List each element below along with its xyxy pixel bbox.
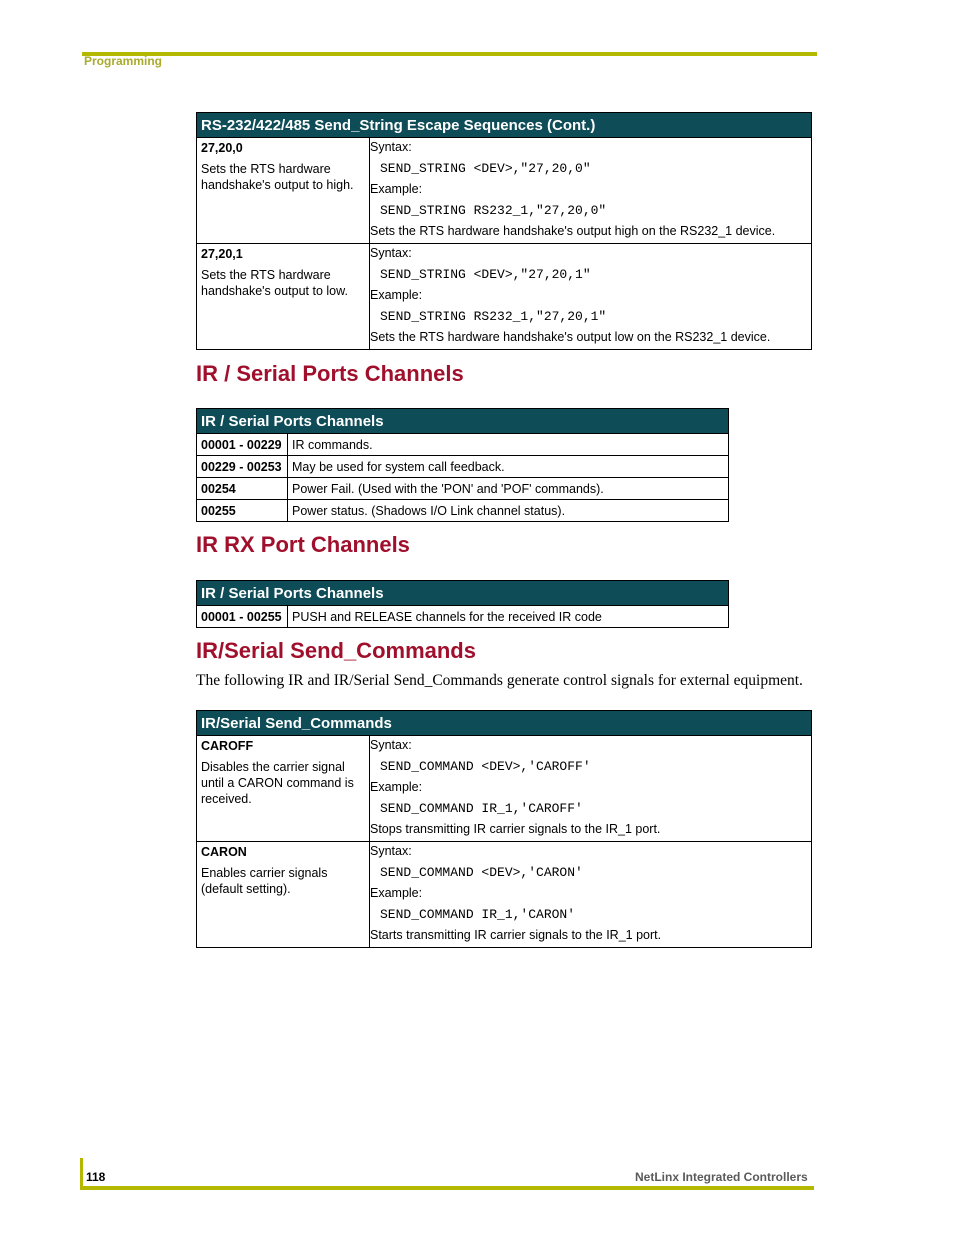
channel-description: Power Fail. (Used with the 'PON' and 'POF' commands). bbox=[288, 478, 729, 500]
channel-description: IR commands. bbox=[288, 434, 729, 456]
command-name: 27,20,0 bbox=[201, 141, 243, 155]
send-commands-table bbox=[196, 710, 812, 948]
command-name: CAROFF bbox=[201, 739, 254, 753]
table-title: IR / Serial Ports Channels bbox=[197, 581, 729, 606]
table-row bbox=[197, 478, 729, 500]
channel-description: May be used for system call feedback. bbox=[288, 456, 729, 478]
example-label: Example: bbox=[370, 886, 423, 900]
table-row bbox=[197, 244, 812, 350]
syntax-code: SEND_STRING <DEV>,"27,20,1" bbox=[380, 267, 591, 282]
syntax-code: SEND_STRING <DEV>,"27,20,0" bbox=[380, 161, 591, 176]
command-name: CARON bbox=[201, 845, 247, 859]
table-row bbox=[197, 736, 812, 842]
section-heading-send-commands: IR/Serial Send_Commands bbox=[196, 638, 476, 663]
footer-rule bbox=[82, 1186, 814, 1190]
syntax-label: Syntax: bbox=[370, 844, 412, 858]
footer-title: NetLinx Integrated Controllers bbox=[635, 1170, 808, 1184]
example-label: Example: bbox=[370, 288, 423, 302]
command-description: Enables carrier signals (default setting). bbox=[201, 866, 328, 896]
example-note: Starts transmitting IR carrier signals to the IR_1 port. bbox=[370, 928, 662, 942]
channel-range: 00254 bbox=[197, 478, 288, 500]
ir-rx-port-table bbox=[196, 580, 729, 628]
table-row bbox=[197, 606, 729, 628]
example-code: SEND_COMMAND IR_1,'CAROFF' bbox=[380, 801, 583, 816]
syntax-code: SEND_COMMAND <DEV>,'CAROFF' bbox=[380, 759, 591, 774]
example-code: SEND_STRING RS232_1,"27,20,0" bbox=[380, 203, 607, 218]
table-row bbox=[197, 434, 729, 456]
example-note: Sets the RTS hardware handshake's output high on the RS232_1 device. bbox=[370, 224, 776, 238]
syntax-code: SEND_COMMAND <DEV>,'CARON' bbox=[380, 865, 583, 880]
table-title: IR/Serial Send_Commands bbox=[197, 711, 812, 736]
syntax-label: Syntax: bbox=[370, 738, 412, 752]
example-label: Example: bbox=[370, 780, 423, 794]
example-code: SEND_COMMAND IR_1,'CARON' bbox=[380, 907, 576, 922]
table-row bbox=[197, 138, 812, 244]
channel-range: 00001 - 00229 bbox=[197, 434, 288, 456]
table-row bbox=[197, 842, 812, 948]
command-description: Disables the carrier signal until a CARON command is received. bbox=[201, 760, 354, 806]
command-description: Sets the RTS hardware handshake's output to high. bbox=[201, 162, 354, 192]
table-row bbox=[197, 456, 729, 478]
table-title: RS-232/422/485 Send_String Escape Sequences (Cont.) bbox=[197, 113, 812, 138]
command-name: 27,20,1 bbox=[201, 247, 243, 261]
running-header: Programming bbox=[84, 54, 163, 68]
channel-range: 00255 bbox=[197, 500, 288, 522]
intro-paragraph: The following IR and IR/Serial Send_Commands generate control signals for external equipment. bbox=[196, 672, 803, 689]
syntax-label: Syntax: bbox=[370, 140, 412, 154]
ir-serial-ports-table bbox=[196, 408, 729, 522]
channel-description: Power status. (Shadows I/O Link channel status). bbox=[288, 500, 729, 522]
section-heading-ir-serial-ports: IR / Serial Ports Channels bbox=[196, 361, 464, 386]
section-heading-ir-rx-port: IR RX Port Channels bbox=[196, 532, 410, 557]
example-label: Example: bbox=[370, 182, 423, 196]
table-row bbox=[197, 500, 729, 522]
channel-range: 00229 - 00253 bbox=[197, 456, 288, 478]
example-code: SEND_STRING RS232_1,"27,20,1" bbox=[380, 309, 607, 324]
table-title: IR / Serial Ports Channels bbox=[197, 409, 729, 434]
command-description: Sets the RTS hardware handshake's output to low. bbox=[201, 268, 348, 298]
escape-sequences-table bbox=[196, 112, 812, 350]
example-note: Stops transmitting IR carrier signals to the IR_1 port. bbox=[370, 822, 661, 836]
syntax-label: Syntax: bbox=[370, 246, 412, 260]
channel-description: PUSH and RELEASE channels for the received IR code bbox=[288, 606, 729, 628]
page-number: 118 bbox=[86, 1170, 106, 1184]
header-rule bbox=[82, 52, 817, 56]
channel-range: 00001 - 00255 bbox=[197, 606, 288, 628]
example-note: Sets the RTS hardware handshake's output low on the RS232_1 device. bbox=[370, 330, 771, 344]
